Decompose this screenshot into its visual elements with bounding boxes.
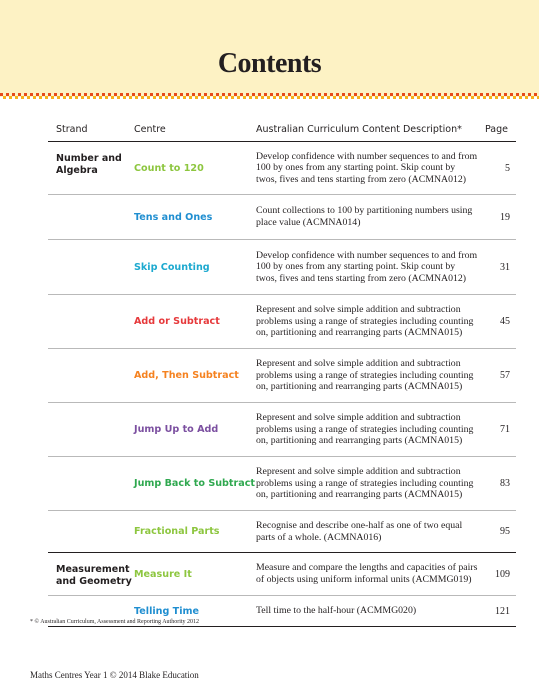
content-description: Develop confidence with number sequences to and from 100 by ones from any starting point. Skip count by twos, fives and tens starting from zero (ACMNA012)	[256, 249, 478, 284]
table-row	[48, 195, 516, 240]
page-number: 57	[500, 370, 510, 381]
centre-link[interactable]: Measure It	[134, 568, 192, 580]
content-description: Represent and solve simple addition and subtraction problems using a range of strategies including counting on, partitioning and rearranging parts (ACMNA015)	[256, 412, 474, 447]
page-number: 83	[500, 478, 510, 489]
page-footer: Maths Centres Year 1 © 2014 Blake Education	[30, 670, 199, 680]
table-row	[48, 511, 516, 553]
contents-table	[48, 121, 516, 627]
centre-link[interactable]: Jump Back to Subtract	[134, 478, 255, 489]
content-description: Count collections to 100 by partitioning numbers using place value (ACMNA014)	[256, 205, 473, 228]
table-row	[48, 553, 516, 596]
content-description: Measure and compare the lengths and capacities of pairs of objects using uniform informal units (ACMMG019)	[256, 562, 478, 585]
table-row	[48, 240, 516, 295]
content-description: Tell time to the half-hour (ACMMG020)	[256, 605, 417, 617]
strand-label: Measurement and Geometry	[56, 564, 132, 587]
content-description: Represent and solve simple addition and subtraction problems using a range of strategies including counting on, partitioning and rearranging parts (ACMNA015)	[256, 466, 474, 501]
header-page: Page	[485, 124, 508, 135]
page-number: 19	[500, 211, 510, 223]
page-number: 45	[500, 316, 510, 327]
table-row	[48, 295, 516, 349]
content-description: Recognise and describe one-half as one of two equal parts of a whole. (ACMNA016)	[256, 519, 463, 543]
centre-link[interactable]: Jump Up to Add	[134, 424, 219, 435]
copyright-footnote: * © Australian Curriculum, Assessment and Reporting Authority 2012	[30, 619, 200, 625]
header-centre: Centre	[134, 124, 166, 135]
page-number: 95	[500, 526, 510, 537]
header-strand: Strand	[56, 124, 88, 135]
page-number: 71	[500, 424, 510, 435]
header-description: Australian Curriculum Content Description*	[256, 124, 462, 135]
content-description: Represent and solve simple addition and subtraction problems using a range of strategies including counting on, partitioning and rearranging parts (ACMNA015)	[256, 358, 474, 393]
centre-link[interactable]: Add, Then Subtract	[134, 370, 239, 381]
content-description: Represent and solve simple addition and subtraction problems using a range of strategies including counting on, partitioning and rearranging parts (ACMNA015)	[256, 304, 474, 339]
page-number: 5	[505, 162, 510, 174]
page-title: Contents	[217, 48, 322, 79]
table-row	[48, 142, 516, 195]
page-number: 121	[495, 605, 510, 617]
centre-link[interactable]: Tens and Ones	[134, 211, 213, 223]
table-row	[48, 349, 516, 403]
centre-link[interactable]: Add or Subtract	[134, 316, 220, 327]
strand-label: Number and Algebra	[56, 153, 122, 176]
centre-link[interactable]: Fractional Parts	[134, 526, 220, 537]
centre-link[interactable]: Skip Counting	[134, 261, 210, 273]
decorative-stripe	[0, 93, 539, 99]
table-header	[48, 121, 516, 142]
centre-link[interactable]: Telling Time	[134, 605, 200, 617]
centre-link[interactable]: Count to 120	[134, 162, 204, 174]
table-row	[48, 457, 516, 511]
page-number: 31	[500, 261, 510, 273]
page-number: 109	[495, 568, 510, 580]
table-row	[48, 403, 516, 457]
content-description: Develop confidence with number sequences to and from 100 by ones from any starting point. Skip count by twos, fives and tens starting from zero (ACMNA012)	[256, 150, 478, 185]
